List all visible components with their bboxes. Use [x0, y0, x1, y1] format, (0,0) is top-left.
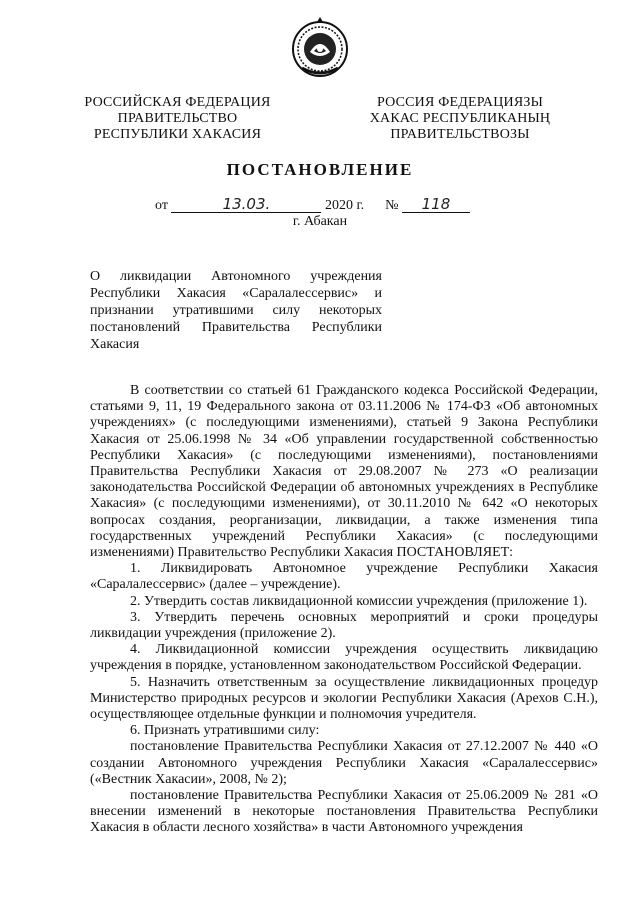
coat-of-arms-emblem: [288, 16, 352, 80]
subject-heading: О ликвидации Автономного учреждения Республики Хакасия «Саралалессервис» и признании утратившими силу некоторых постановлений Правительства Республики Хакасия: [90, 269, 382, 352]
header-right-line: РОССИЯ ФЕДЕРАЦИЯЗЫ: [376, 95, 544, 110]
header-right-line: ХАКАС РЕСПУБЛИКАНЫҢ: [369, 111, 551, 126]
date-prefix: от: [155, 198, 168, 213]
header-right-block: [350, 95, 570, 143]
body-paragraph: В соответствии со статьей 61 Гражданского кодекса Российской Федерации, статьями 9, 11, 19 Федерального закона от 03.11.2006 № 174-ФЗ «Об автономных учреждениях» (с последующими изменениями), статьей 9 Закона Республики Хакасия от 25.06.1998 № 34 «Об управлении государственной собственностью Республики Хакасия» (с последующими изменениями), постановлениями Правительства Республики Хакасия от 29.08.2007 № 273 «О реализации законодательства Российской Федерации об автономных учреждениях в Республике Хакасия» (с последующими изменениями), от 30.11.2010 № 642 «О некоторых вопросах создания, реорганизации, ликвидации, а также изменения типа государственных учреждений Республики Хакасия» (с последующими изменениями) Правительство Республики Хакасия ПОСТАНОВЛЯЕТ:: [90, 383, 598, 561]
date-number-line: [155, 196, 470, 214]
header-right-line: ПРАВИТЕЛЬСТВОЗЫ: [390, 127, 530, 142]
handwritten-date: 13.03.: [171, 196, 321, 213]
body-paragraph: 1. Ликвидировать Автономное учреждение Республики Хакасия «Саралалессервис» (далее – учреждение).: [90, 561, 598, 593]
document-body: [90, 383, 598, 837]
header-left-line: РЕСПУБЛИКИ ХАКАСИЯ: [93, 127, 262, 142]
document-title: ПОСТАНОВЛЕНИЕ: [226, 160, 414, 179]
handwritten-number: 118: [402, 196, 470, 213]
body-paragraph: 5. Назначить ответственным за осуществление ликвидационных процедур Министерство природных ресурсов и экологии Республики Хакасия (Арехов С.Н.), осуществляющее отдельные функции и полномочия учредителя.: [90, 674, 598, 723]
city-label: г. Абакан: [292, 214, 348, 229]
body-paragraph: 2. Утвердить состав ликвидационной комиссии учреждения (приложение 1).: [130, 593, 588, 609]
body-paragraph: 3. Утвердить перечень основных мероприятий и сроки процедуры ликвидации учреждения (приложение 2).: [90, 609, 598, 642]
header-left-line: ПРАВИТЕЛЬСТВО: [117, 111, 238, 126]
body-paragraph: постановление Правительства Республики Хакасия от 25.06.2009 № 281 «О внесении изменений в некоторые постановления Правительства Республики Хакасия в области лесного хозяйства» в части Автономного учреждения: [90, 788, 598, 836]
body-paragraph: 4. Ликвидационной комиссии учреждения осуществить ликвидацию учреждения в порядке, установленном законодательством Российской Федерации.: [90, 642, 598, 674]
number-sign: №: [385, 198, 399, 213]
header-left-line: РОССИЙСКАЯ ФЕДЕРАЦИЯ: [84, 95, 271, 110]
body-paragraph: постановление Правительства Республики Хакасия от 27.12.2007 № 440 «О создании Автономного учреждения Республики Хакасия «Саралалессервис» («Вестник Хакасии», 2008, № 2);: [90, 739, 598, 787]
body-paragraph: 6. Признать утратившими силу:: [130, 723, 320, 739]
year-label: 2020 г.: [324, 198, 365, 213]
header-left-block: [75, 95, 280, 143]
